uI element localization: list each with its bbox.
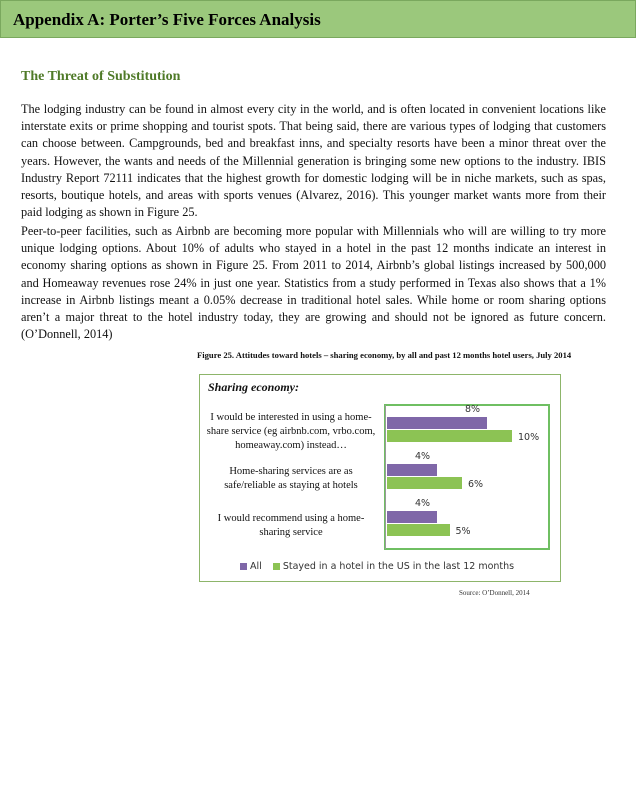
bar-value-label: 6%	[468, 479, 484, 490]
y-axis-line	[385, 405, 386, 549]
legend-label-stayed: Stayed in a hotel in the US in the last 12 months	[282, 561, 515, 572]
figure-source: Source: O’Donnell, 2014	[459, 589, 530, 597]
category-label: Home-sharing services are as safe/reliable as staying at hotels	[224, 466, 358, 491]
bar-stayed	[387, 477, 462, 489]
chart-title: Sharing economy:	[208, 380, 300, 394]
paragraph-1: The lodging industry can be found in almost every city in the world, and is often located in convenient locations like interstate exits or prime shopping and tourist spots. That being said, there are various types of lodging that customers can choose between. Campgrounds, bed and breakfast inns, and specialty resorts have been a minor threat over the years. However, the wants and needs of the Millennial generation is bringing some new options to the industry. IBIS Industry Report 72111 indicates that the highest growth for domestic lodging will be in niche markets, such as spas, resorts, boutique hotels, and areas with sports venues (Alvarez, 2016). This younger market wants more from their paid lodging as shown in Figure 25.	[21, 102, 606, 220]
bar-value-label: 10%	[518, 432, 540, 443]
bar-value-label: 4%	[415, 498, 431, 509]
legend-swatch-stayed	[273, 563, 280, 570]
appendix-header	[0, 0, 636, 38]
section-heading: The Threat of Substitution	[21, 69, 181, 84]
bar-stayed	[387, 430, 512, 442]
bar-all	[387, 417, 487, 429]
legend-swatch-all	[240, 563, 247, 570]
figure-caption: Figure 25. Attitudes toward hotels – sharing economy, by all and past 12 months hotel users, July 2014	[197, 350, 572, 360]
legend-label-all: All	[250, 561, 262, 572]
bar-value-label: 8%	[465, 404, 481, 415]
bar-all	[387, 464, 437, 476]
sharing-economy-chart	[199, 374, 561, 582]
bar-value-label: 4%	[415, 451, 431, 462]
page-title: Appendix A: Porter’s Five Forces Analysis	[13, 10, 321, 29]
bar-value-label: 5%	[455, 526, 471, 537]
bar-all	[387, 511, 437, 523]
paragraph-2: Peer-to-peer facilities, such as Airbnb are becoming more popular with Millennials who will are willing to try more unique lodging options. About 10% of adults who stayed in a hotel in the past 12 months indicate an interest in economy sharing options as shown in Figure 25. From 2011 to 2014, Airbnb’s global listings increased by 500,000 and Homeaway revenues rose 24% in just one year. Statistics from a study performed in Texas also shows that a 1% increase in Airbnb listings meant a 0.05% decrease in traditional hotel sales. While home or room sharing options aren’t a major threat to the hotel industry today, they are growing and should not be ignored as future concern. (O’Donnell, 2014)	[21, 224, 606, 342]
category-label: I would be interested in using a home-share service (eg airbnb.com, vrbo.com, homeaway.com) instead…	[206, 412, 376, 451]
bar-stayed	[387, 524, 450, 536]
category-label: I would recommend using a home-sharing service	[217, 513, 365, 538]
chart-legend	[240, 561, 514, 572]
